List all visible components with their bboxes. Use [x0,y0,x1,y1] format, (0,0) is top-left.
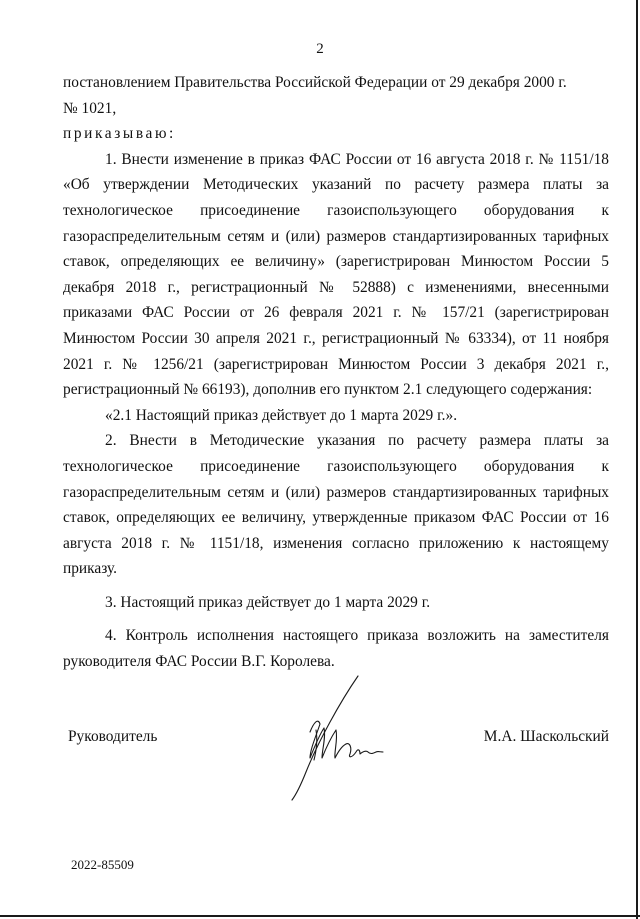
paragraph-4: 4. Контроль исполнения настоящего приказа возложить на заместителя руководителя ФАС России В.Г. Королева. [63,627,609,671]
signatory-name: М.А. Шаскольский [483,728,609,745]
paragraph-1-quote: «2.1 Настоящий приказ действует до 1 марта 2029 г.». [105,406,458,424]
paragraph-1: 1. Внести изменение в приказ ФАС России от 16 августа 2018 г. № 1151/18 «Об утверждении Методических указаний по расчету размера платы за технологическое присоединение газоиспользующего оборудования к газораспределительным сетям и (или) размеров стандартизированных тарифных ставок, определяющих ее величину» (зарегистрирован Минюстом России 5 декабря 2018 г., регистрационный № 52888) с изменениями, внесенными приказами ФАС России от 26 февраля 2021 г. № 157/21 (зарегистрирован Минюстом России 30 апреля 2021 г., регистрационный № 63334), от 11 ноября 2021 г. № 1256/21 (зарегистрирован Минюстом России 3 декабря 2021 г., регистрационный № 66193), дополнив его пунктом 2.1 следующего содержания: [63,150,609,399]
preamble-line-2: № 1021, [63,99,117,117]
signatory-role: Руководитель [68,728,158,745]
document-number: 2022-85509 [71,857,134,872]
scan-edge-right [636,0,638,919]
page-number: 2 [316,41,324,57]
document-body [63,70,609,675]
paragraph-3: 3. Настоящий приказ действует до 1 марта 2029 г. [105,593,431,611]
handwritten-signature [280,672,390,802]
scan-edge-bottom [0,915,640,917]
preamble-line-1: постановлением Правительства Российской Федерации от 29 декабря 2000 г. [63,74,567,91]
order-word: приказываю: [63,125,176,143]
paragraph-2: 2. Внести в Методические указания по расчету размера платы за технологическое присоединение газоиспользующего оборудования к газораспределительным сетям и (или) размеров стандартизированных тарифных ставок, определяющих ее величину, утвержденные приказом ФАС России от 16 августа 2018 г. № 1151/18, изменения согласно приложению к настоящему приказу. [63,432,609,578]
